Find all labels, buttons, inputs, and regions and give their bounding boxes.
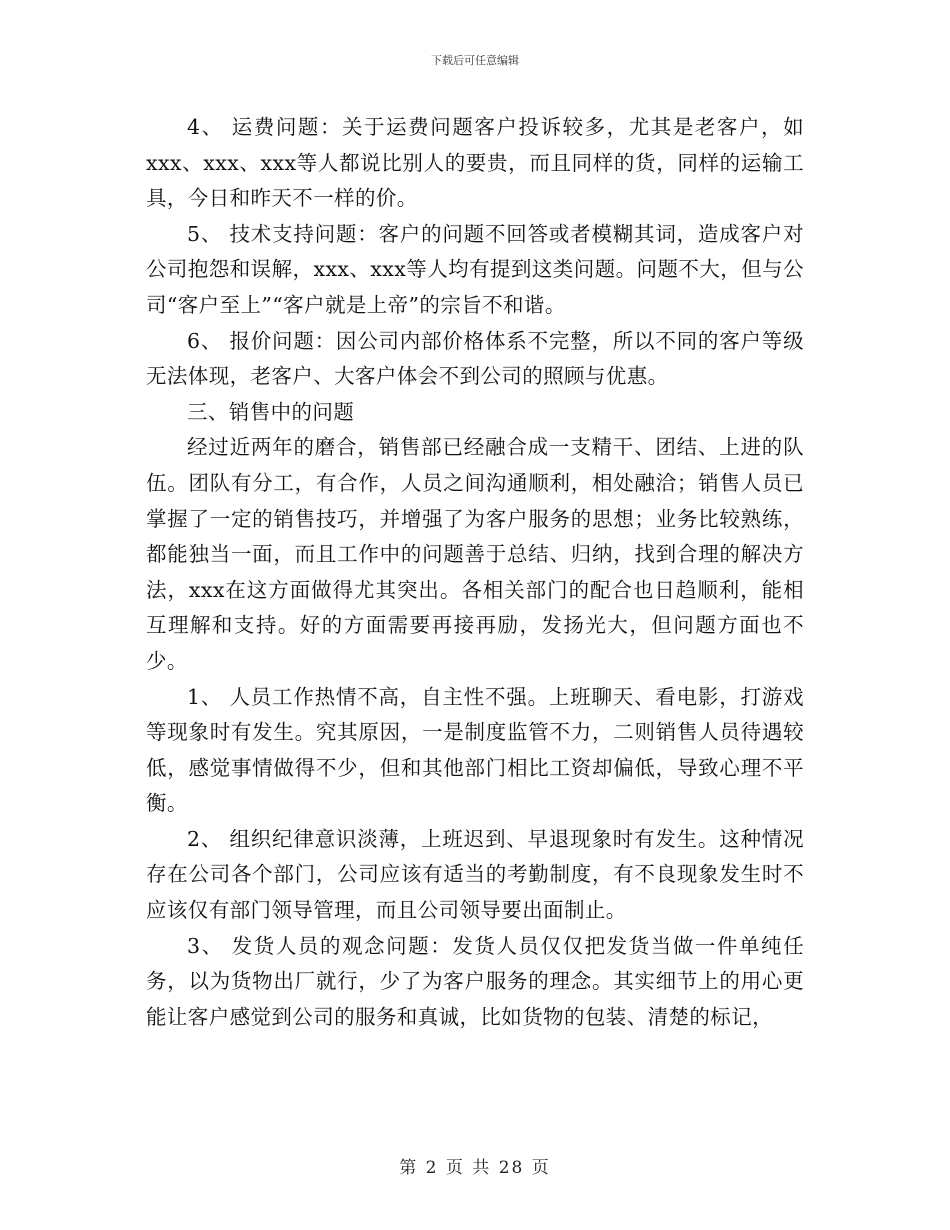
paragraph-discipline: 2、 组织纪律意识淡薄，上班迟到、早退现象时有发生。这种情况存在公司各个部门，公司应该有适当的考勤制度，有不良现象发生时不应该仅有部门领导管理，而且公司领导要出面制止。 [146,826,804,923]
paragraph-team-overview: 经过近两年的磨合，销售部已经融合成一支精干、团结、上进的队伍。团队有分工，有合作，人员之间沟通顺利，相处融洽；销售人员已掌握了一定的销售技巧，并增强了为客户服务的思想；业务比较熟练，都能独当一面，而且工作中的问题善于总结、归纳，找到合理的解决方法，xxx在这方面做得尤其突出。各相关部门的配合也日趋顺利，能相互理解和支持。好的方面需要再接再励，发扬光大，但问题方面也不少。 [146,435,804,673]
paragraph-quotation: 6、 报价问题：因公司内部价格体系不完整，所以不同的客户等级无法体现，老客户、大客户体会不到公司的照顾与优惠。 [146,328,804,389]
paragraph-work-enthusiasm: 1、 人员工作热情不高，自主性不强。上班聊天、看电影，打游戏等现象时有发生。究其原因，一是制度监管不力，二则销售人员待遇较低，感觉事情做得不少，但和其他部门相比工资却偏低，导致心理不平衡。 [146,684,804,816]
paragraph-tech-support: 5、 技术支持问题：客户的问题不回答或者模糊其词，造成客户对公司抱怨和误解，xxx、xxx等人均有提到这类问题。问题不大，但与公司“客户至上”“客户就是上帝”的宗旨不和谐。 [146,221,804,317]
document-body [146,110,804,1035]
page-number: 第 2 页 共 28 页 [399,1158,551,1178]
page-header-note: 下载后可任意编辑 [431,54,519,67]
section-heading-sales-issues: 三、销售中的问题 [187,399,355,424]
paragraph-shipping-staff: 3、 发货人员的观念问题：发货人员仅仅把发货当做一件单纯任务，以为货物出厂就行，少了为客户服务的理念。其实细节上的用心更能让客户感觉到公司的服务和真诚，比如货物的包装、清楚的标记， [146,933,804,1029]
paragraph-shipping-cost: 4、 运费问题：关于运费问题客户投诉较多，尤其是老客户，如xxx、xxx、xxx等人都说比别人的要贵，而且同样的货，同样的运输工具，今日和昨天不一样的价。 [146,115,804,211]
